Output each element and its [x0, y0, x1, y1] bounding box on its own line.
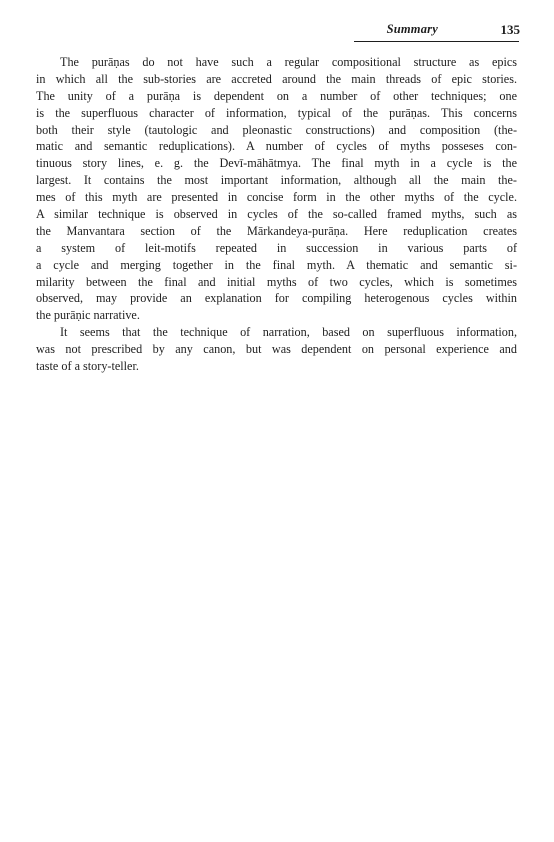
- text-line: It seems that the technique of narration, based on superfluous information,: [60, 325, 517, 340]
- text-line: The purāṇas do not have such a regular compositional structure as epics: [60, 55, 517, 69]
- body-text: [36, 54, 517, 375]
- text-line: a system of leit-motifs repeated in succession in various parts of: [36, 240, 517, 255]
- page-number: 135: [500, 22, 520, 37]
- text-line: was not prescribed by any canon, but was dependent on personal experience and: [36, 342, 517, 357]
- text-line: mes of this myth are presented in concise form in the other myths of the cycle.: [36, 190, 517, 205]
- page-header: [34, 22, 520, 42]
- text-line: observed, may provide an explanation for compiling heterogenous cycles within: [36, 291, 517, 306]
- text-line: is the superfluous character of information, typical of the purāṇas. This concerns: [36, 105, 517, 120]
- text-line: the purāṇic narrative.: [36, 308, 140, 323]
- text-line: in which all the sub-stories are accreted around the main threads of epic stories.: [36, 71, 517, 86]
- text-line: tinuous story lines, e. g. the Devī-māhātmya. The final myth in a cycle is the: [36, 156, 517, 171]
- running-head: Summary: [386, 22, 438, 36]
- text-line: The unity of a purāṇa is dependent on a number of other techniques; one: [36, 88, 517, 103]
- text-line: a cycle and merging together in the final myth. A thematic and semantic si-: [36, 257, 517, 272]
- header-rule: [354, 41, 519, 42]
- text-line: A similar technique is observed in cycles of the so-called framed myths, such as: [36, 207, 517, 222]
- text-line: milarity between the final and initial myths of two cycles, which is sometimes: [36, 274, 517, 289]
- text-line: the Manvantara section of the Mārkandeya-purāṇa. Here reduplication creates: [36, 223, 517, 238]
- text-line: taste of a story-teller.: [36, 359, 139, 374]
- paragraph: [36, 54, 517, 324]
- text-line: both their style (tautologic and pleonastic constructions) and composition (the-: [36, 122, 517, 137]
- text-line: matic and semantic reduplications). A number of cycles of myths posseses con-: [36, 139, 517, 154]
- paragraph: [36, 324, 517, 375]
- text-line: largest. It contains the most important information, although all the main the-: [36, 173, 517, 188]
